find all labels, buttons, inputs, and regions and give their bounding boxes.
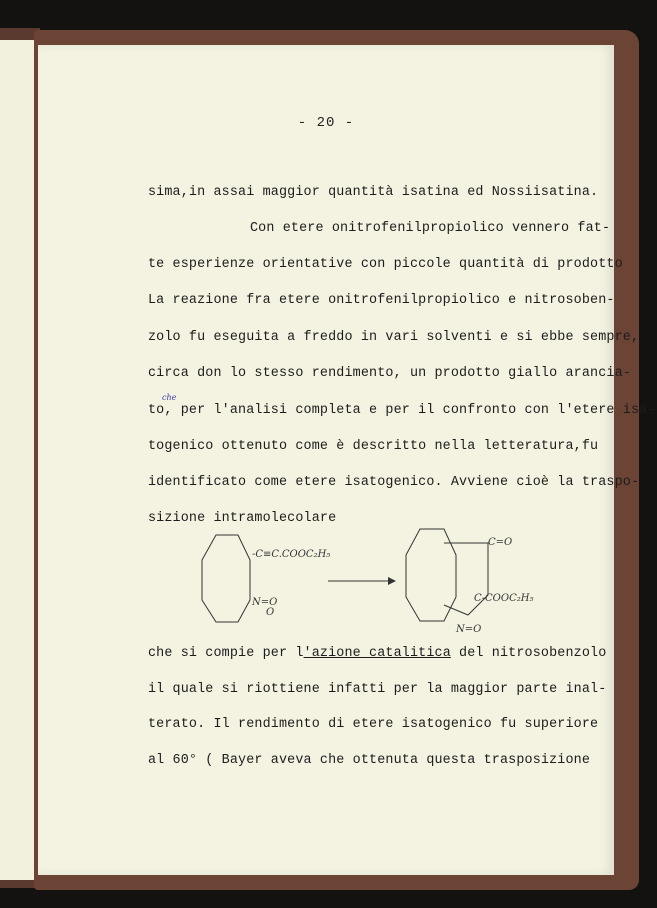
text-line: sima,in assai maggior quantità isatina ed Nossiisatina. [148, 185, 599, 200]
nitro-o-label: O [266, 607, 275, 618]
benzene-ring [202, 535, 250, 622]
reaction-formula [188, 525, 588, 685]
text-line: zolo fu eseguita a freddo in vari solventi e si ebbe sempre, [148, 330, 640, 345]
n-oxide-label: N=O [456, 624, 482, 635]
substituent-label: -C≡C.COOC₂H₅ [252, 549, 331, 560]
text-segment: che si compie per l [148, 646, 304, 661]
carbonyl-label: C=O [488, 537, 513, 548]
text-segment: del nitrosobenzolo [450, 646, 607, 661]
text-line: Con etere onitrofenilpropiolico vennero fat- [250, 221, 611, 236]
text-line: circa don lo stesso rendimento, un prodotto giallo arancia- [148, 366, 631, 381]
product-five-ring [444, 543, 488, 615]
text-line: al 60° ( Bayer aveva che ottenuta questa trasposizione [148, 753, 591, 768]
handwritten-insert: che [162, 393, 177, 402]
text-line: to, per l'analisi completa e per il confronto con l'etere isa- [148, 403, 656, 418]
document-page [38, 45, 656, 875]
ester-label: C-COOC₂H₅ [474, 593, 534, 604]
text-line: togenico ottenuto come è descritto nella letteratura,fu [148, 439, 599, 454]
text-line: il quale si riottiene infatti per la maggior parte inal- [148, 682, 607, 697]
left-page-edge [0, 40, 36, 880]
text-line: terato. Il rendimento di etere isatogenico fu superiore [148, 717, 599, 732]
text-line [148, 646, 606, 661]
underlined-phrase: 'azione catalitica [303, 646, 451, 661]
arrow-head [388, 577, 396, 585]
nitro-label: N=O [252, 597, 278, 608]
page-number: - 20 - [297, 115, 355, 131]
formula-drawing [188, 525, 588, 685]
text-line: sizione intramolecolare [148, 511, 337, 526]
text-line: identificato come etere isatogenico. Avviene cioè la traspo- [148, 475, 640, 490]
text-line: La reazione fra etere onitrofenilpropiolico e nitrosoben- [148, 293, 615, 308]
text-line: te esperienze orientative con piccole quantità di prodotto [148, 257, 623, 272]
